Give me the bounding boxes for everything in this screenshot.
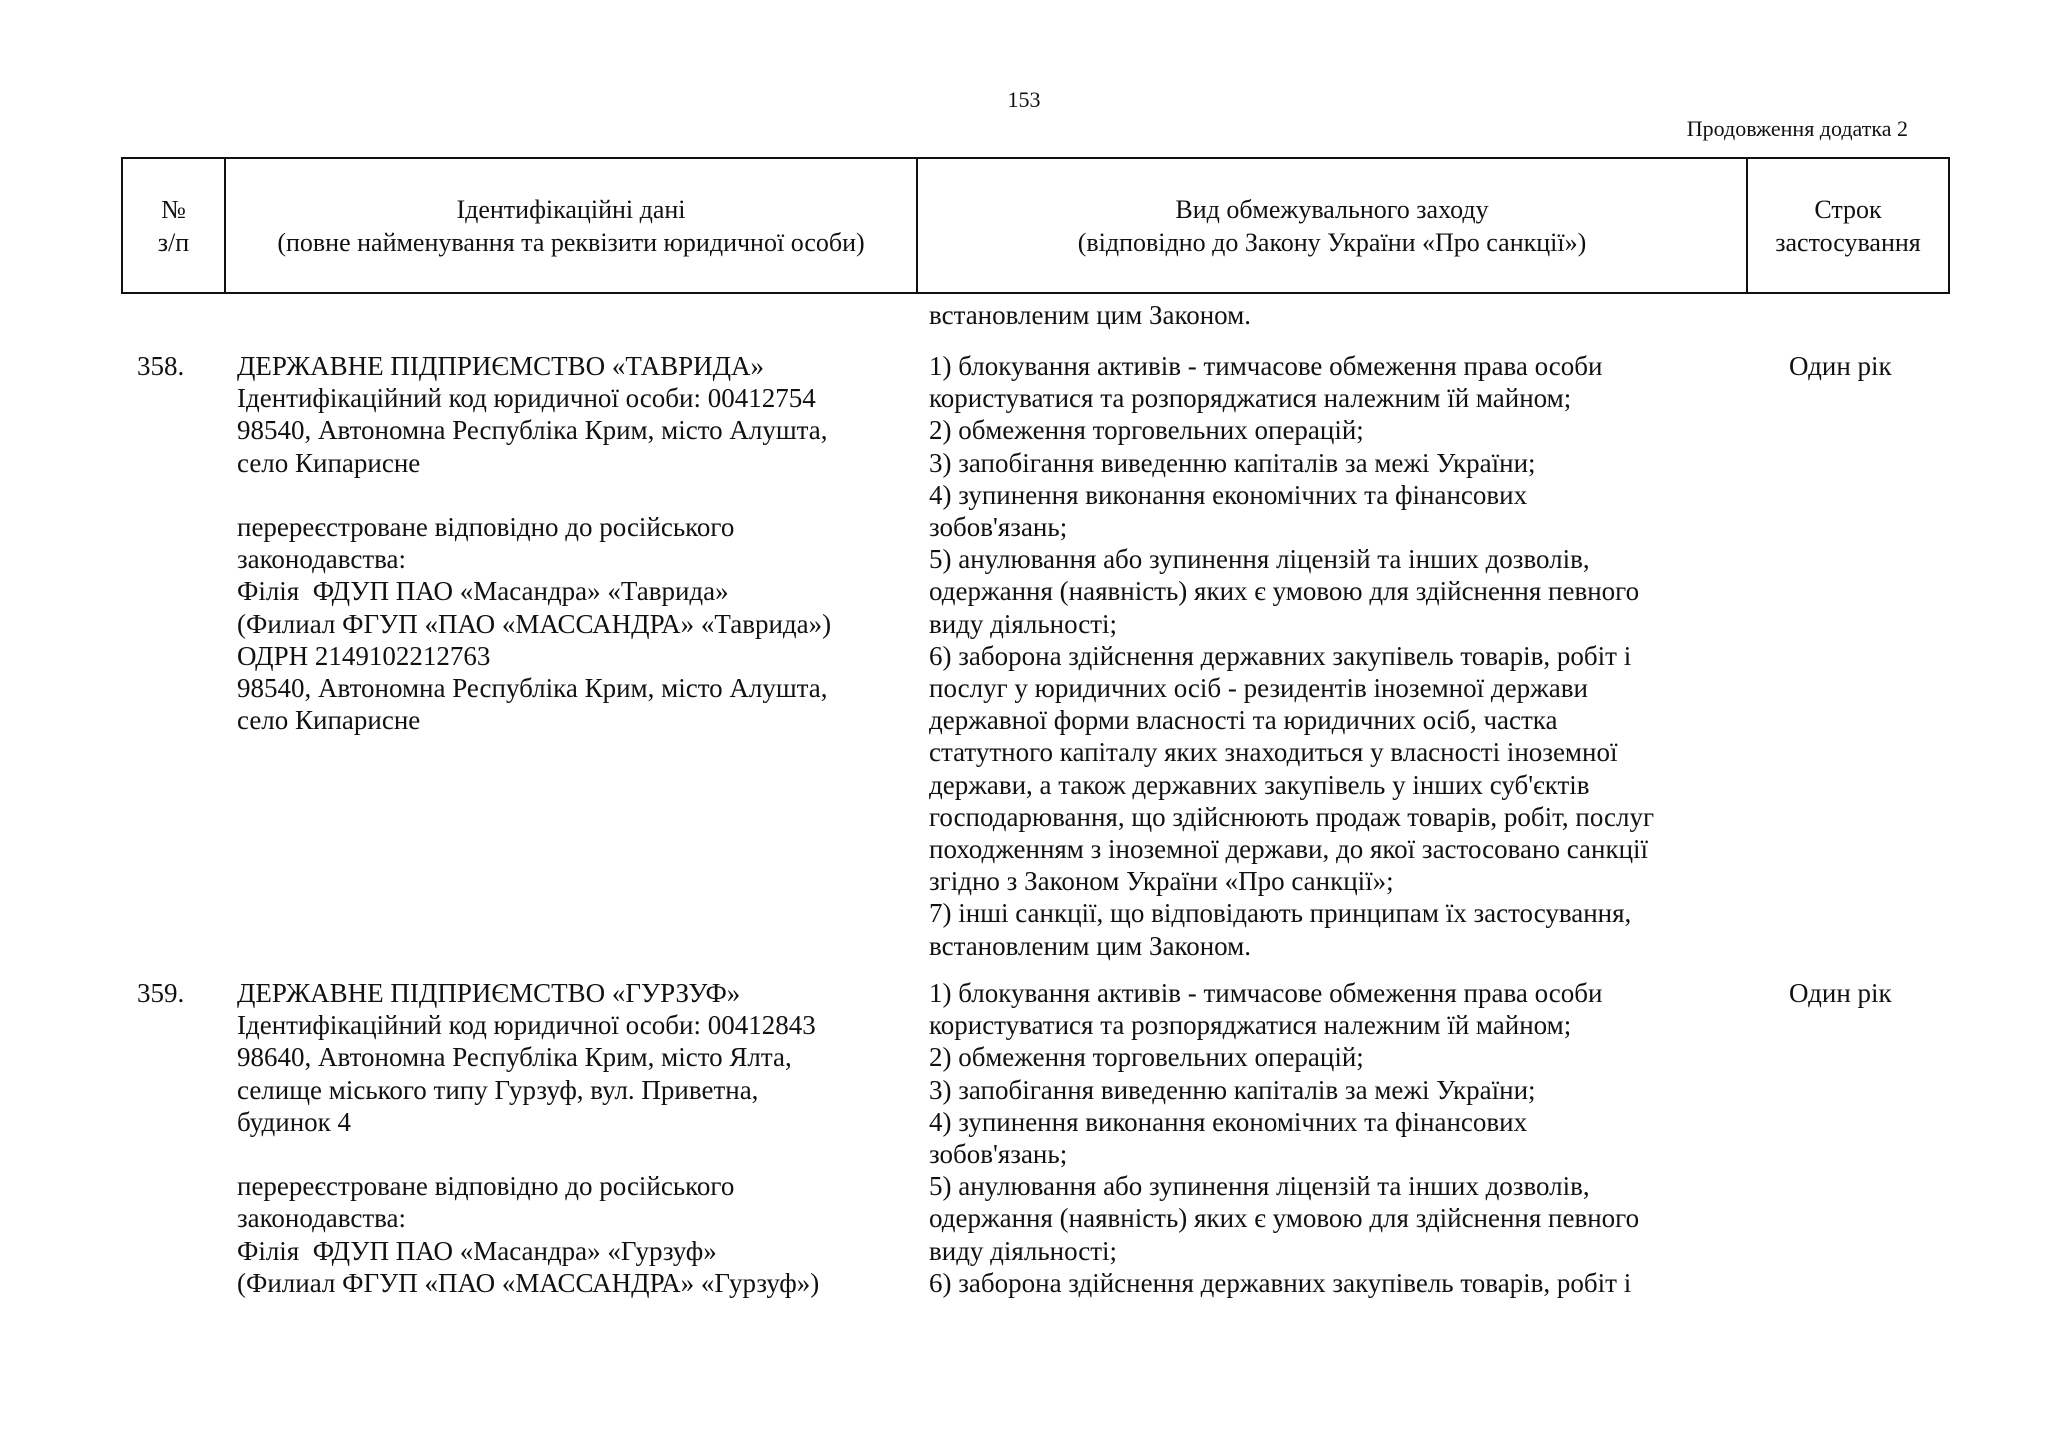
measure-line: послуг у юридичних осіб - резидентів іноземної держави (929, 673, 1588, 704)
measure-line: 6) заборона здійснення державних закупівель товарів, робіт і (929, 640, 1632, 671)
measure-line: зобов'язань; (929, 1139, 1068, 1170)
measure-line: статутного капіталу яких знаходиться у власності іноземної (929, 737, 1618, 768)
measure-line: господарювання, що здійснюють продаж товарів, робіт, послуг (929, 801, 1655, 832)
measure-line: 7) інші санкції, що відповідають принципам їх застосування, (929, 898, 1632, 929)
id-line: селище міського типу Гурзуф, вул. Приветна, (237, 1074, 759, 1105)
measure-line: 5) анулювання або зупинення ліцензій та інших дозволів, (929, 544, 1590, 575)
measure-line: 3) запобігання виведенню капіталів за межі України; (929, 447, 1536, 478)
id-line (237, 1138, 819, 1170)
row-358-term: Один рік (1789, 351, 1892, 381)
header-term-line2: застосування (1775, 227, 1921, 257)
id-line: законодавства: (237, 1203, 407, 1234)
header-term-line1: Строк (1814, 194, 1882, 224)
measure-line: згідно з Законом України «Про санкції»; (929, 866, 1394, 897)
header-identification-cell (226, 159, 918, 292)
id-line: 98540, Автономна Республіка Крим, місто Алушта, (237, 415, 828, 446)
id-line: ОДРН 2149102212763 (237, 640, 491, 671)
id-line: 98540, Автономна Республіка Крим, місто Алушта, (237, 673, 828, 704)
row-359-term: Один рік (1789, 978, 1892, 1008)
header-number-line2: з/п (157, 227, 190, 257)
measure-line: виду діяльності; (929, 1235, 1118, 1266)
measure-line: користуватися та розпоряджатися належним їй майном; (929, 383, 1572, 414)
measure-line: 3) запобігання виведенню капіталів за межі України; (929, 1074, 1536, 1105)
row-359-identification (237, 977, 819, 1299)
row-358-number: 358. (137, 351, 185, 381)
measure-line: 4) зупинення виконання економічних та фінансових (929, 479, 1528, 510)
id-line: 98640, Автономна Республіка Крим, місто Ялта, (237, 1042, 792, 1073)
measure-line: 1) блокування активів - тимчасове обмеження права особи (929, 978, 1603, 1008)
id-line: законодавства: (237, 544, 407, 575)
id-line: перереєстроване відповідно до російського (237, 1171, 735, 1202)
row-358-measures (929, 350, 1654, 962)
row-358-identification (237, 350, 831, 736)
measure-line: 2) обмеження торговельних операцій; (929, 415, 1364, 446)
header-identification-line1: Ідентифікаційні дані (456, 194, 686, 224)
id-line: ДЕРЖАВНЕ ПІДПРИЄМСТВО «ГУРЗУФ» (237, 978, 741, 1008)
header-measure-line1: Вид обмежувального заходу (1175, 194, 1489, 224)
measure-line: 4) зупинення виконання економічних та фінансових (929, 1106, 1528, 1137)
row-359-number: 359. (137, 978, 185, 1008)
header-term-cell (1748, 159, 1948, 292)
measure-line: одержання (наявність) яких є умовою для здійснення певного (929, 1203, 1640, 1234)
id-line: Філія ФДУП ПАО «Масандра» «Таврида» (237, 576, 729, 607)
header-measure-cell (918, 159, 1748, 292)
id-line: Ідентифікаційний код юридичної особи: 00412843 (237, 1010, 816, 1041)
id-line: (Филиал ФГУП «ПАО «МАССАНДРА» «Таврида») (237, 608, 832, 639)
measure-line: виду діяльності; (929, 608, 1118, 639)
table-header (121, 157, 1950, 294)
page-number: 153 (1007, 87, 1041, 112)
row-359-measures (929, 977, 1639, 1299)
header-identification-line2: (повне найменування та реквізити юридичної особи) (277, 227, 865, 257)
measure-line: держави, а також державних закупівель у інших суб'єктів (929, 769, 1590, 800)
id-line: будинок 4 (237, 1106, 352, 1137)
header-measure-line2: (відповідно до Закону України «Про санкції») (1077, 227, 1587, 257)
id-line: село Кипарисне (237, 447, 421, 478)
measure-line: одержання (наявність) яких є умовою для здійснення певного (929, 576, 1640, 607)
measure-line: 2) обмеження торговельних операцій; (929, 1042, 1364, 1073)
measure-line: 1) блокування активів - тимчасове обмеження права особи (929, 351, 1603, 381)
measure-line: зобов'язань; (929, 512, 1068, 543)
measure-line: користуватися та розпоряджатися належним їй майном; (929, 1010, 1572, 1041)
header-number-line1: № (161, 194, 186, 224)
id-line: ДЕРЖАВНЕ ПІДПРИЄМСТВО «ТАВРИДА» (237, 351, 765, 381)
header-number-cell (123, 159, 226, 292)
measure-line: 6) заборона здійснення державних закупівель товарів, робіт і (929, 1267, 1632, 1298)
id-line: Філія ФДУП ПАО «Масандра» «Гурзуф» (237, 1235, 717, 1266)
carryover-text: встановленим цим Законом. (929, 300, 1251, 330)
continuation-note: Продовження додатка 2 (1686, 116, 1908, 141)
measure-line: державної форми власності та юридичних осіб, частка (929, 705, 1558, 736)
measure-line: походженням з іноземної держави, до якої застосовано санкції (929, 834, 1649, 865)
measure-line: встановленим цим Законом. (929, 930, 1251, 961)
id-line (237, 479, 831, 511)
measure-line: 5) анулювання або зупинення ліцензій та інших дозволів, (929, 1171, 1590, 1202)
id-line: (Филиал ФГУП «ПАО «МАССАНДРА» «Гурзуф») (237, 1267, 820, 1298)
id-line: Ідентифікаційний код юридичної особи: 00412754 (237, 383, 816, 414)
id-line: перереєстроване відповідно до російського (237, 512, 735, 543)
id-line: село Кипарисне (237, 705, 421, 736)
